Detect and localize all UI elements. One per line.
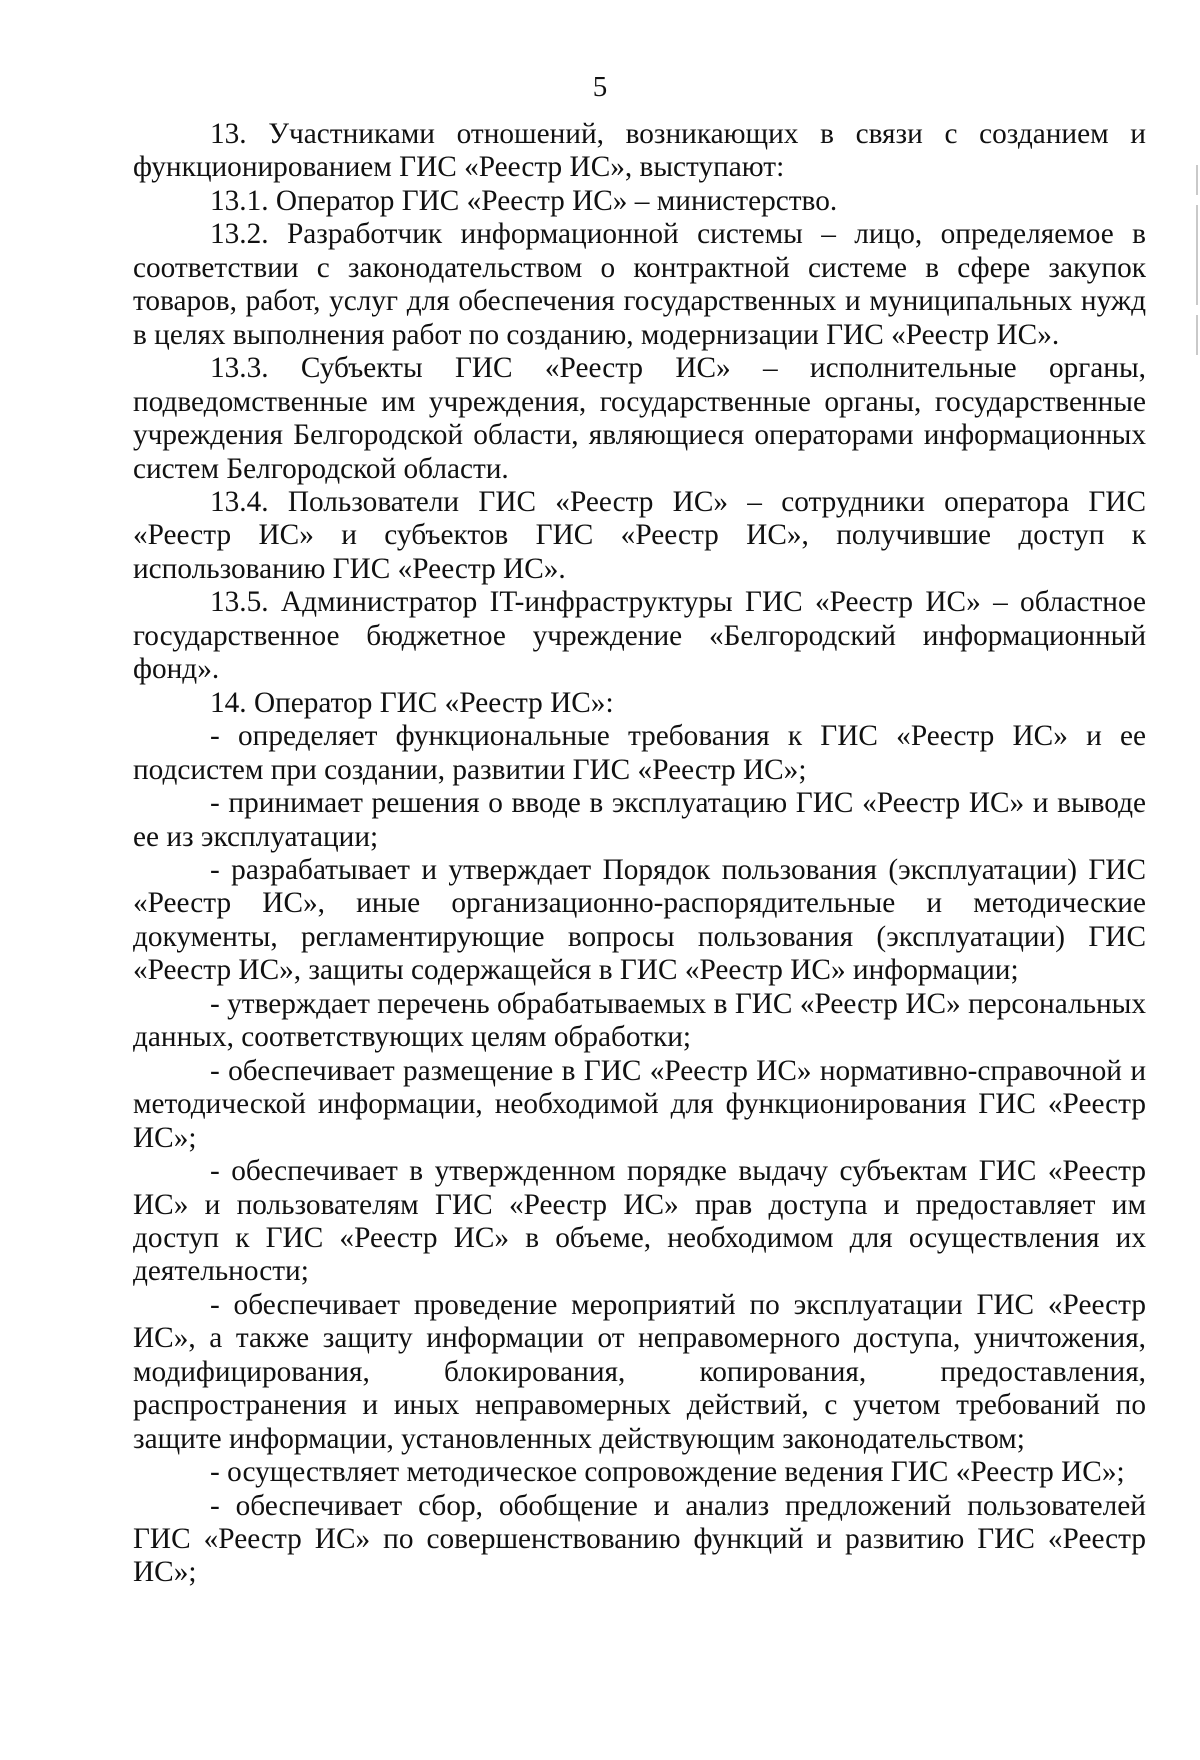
list-item: - определяет функциональные требования к ГИС «Реестр ИС» и ее подсистем при создании, развитии ГИС «Реестр ИС»; [133, 720, 1146, 786]
list-item: - принимает решения о вводе в эксплуатацию ГИС «Реестр ИС» и выводе ее из эксплуатации; [133, 787, 1146, 853]
list-item: - обеспечивает в утвержденном порядке выдачу субъектам ГИС «Реестр ИС» и пользователям ГИС «Реестр ИС» прав доступа и предоставляет им доступ к ГИС «Реестр ИС» в объеме, необходимом для осуществления их деятельности; [133, 1155, 1146, 1288]
scan-margin-mark [1196, 205, 1198, 305]
document-body [133, 118, 1146, 1590]
clause-13-2: 13.2. Разработчик информационной системы – лицо, определяемое в соответствии с законодательством о контрактной системе в сфере закупок товаров, работ, услуг для обеспечения государственных и муниципальных нужд в целях выполнения работ по созданию, модернизации ГИС «Реестр ИС». [133, 218, 1146, 351]
list-item: - обеспечивает размещение в ГИС «Реестр ИС» нормативно-справочной и методической информации, необходимой для функционирования ГИС «Реестр ИС»; [133, 1054, 1146, 1154]
list-item: - утверждает перечень обрабатываемых в ГИС «Реестр ИС» персональных данных, соответствующих целям обработки; [133, 987, 1146, 1054]
clause-13: 13. Участниками отношений, возникающих в связи с созданием и функционированием ГИС «Реестр ИС», выступают: [133, 118, 1146, 184]
clause-14: 14. Оператор ГИС «Реестр ИС»: [210, 686, 614, 719]
clause-13-5: 13.5. Администратор IT-инфраструктуры ГИС «Реестр ИС» – областное государственное бюджетное учреждение «Белгородский информационный фонд». [133, 586, 1146, 686]
list-item: - обеспечивает сбор, обобщение и анализ предложений пользователей ГИС «Реестр ИС» по совершенствованию функций и развитию ГИС «Реестр ИС»; [133, 1489, 1146, 1589]
list-item: - осуществляет методическое сопровождение ведения ГИС «Реестр ИС»; [210, 1456, 1125, 1489]
scan-margin-mark [1196, 315, 1198, 355]
list-item: - обеспечивает проведение мероприятий по эксплуатации ГИС «Реестр ИС», а также защиту информации от неправомерного доступа, уничтожения, модифицирования, блокирования, копирования, предоставления, распространения и иных неправомерных действий, с учетом требований по защите информации, установленных действующим законодательством; [133, 1288, 1146, 1455]
page-number: 5 [592, 71, 608, 103]
clause-13-1: 13.1. Оператор ГИС «Реестр ИС» – министерство. [210, 184, 838, 217]
scan-margin-mark [1196, 165, 1198, 195]
clause-13-3: 13.3. Субъекты ГИС «Реестр ИС» – исполнительные органы, подведомственные им учреждения, государственные органы, государственные учреждения Белгородской области, являющиеся операторами информационных систем Белгородской области. [133, 352, 1146, 485]
clause-13-4: 13.4. Пользователи ГИС «Реестр ИС» – сотрудники оператора ГИС «Реестр ИС» и субъектов ГИС «Реестр ИС», получившие доступ к использованию ГИС «Реестр ИС». [133, 485, 1146, 585]
list-item: - разрабатывает и утверждает Порядок пользования (эксплуатации) ГИС «Реестр ИС», иные организационно-распорядительные и методические документы, регламентирующие вопросы пользования (эксплуатации) ГИС «Реестр ИС», защиты содержащейся в ГИС «Реестр ИС» информации; [133, 853, 1146, 987]
